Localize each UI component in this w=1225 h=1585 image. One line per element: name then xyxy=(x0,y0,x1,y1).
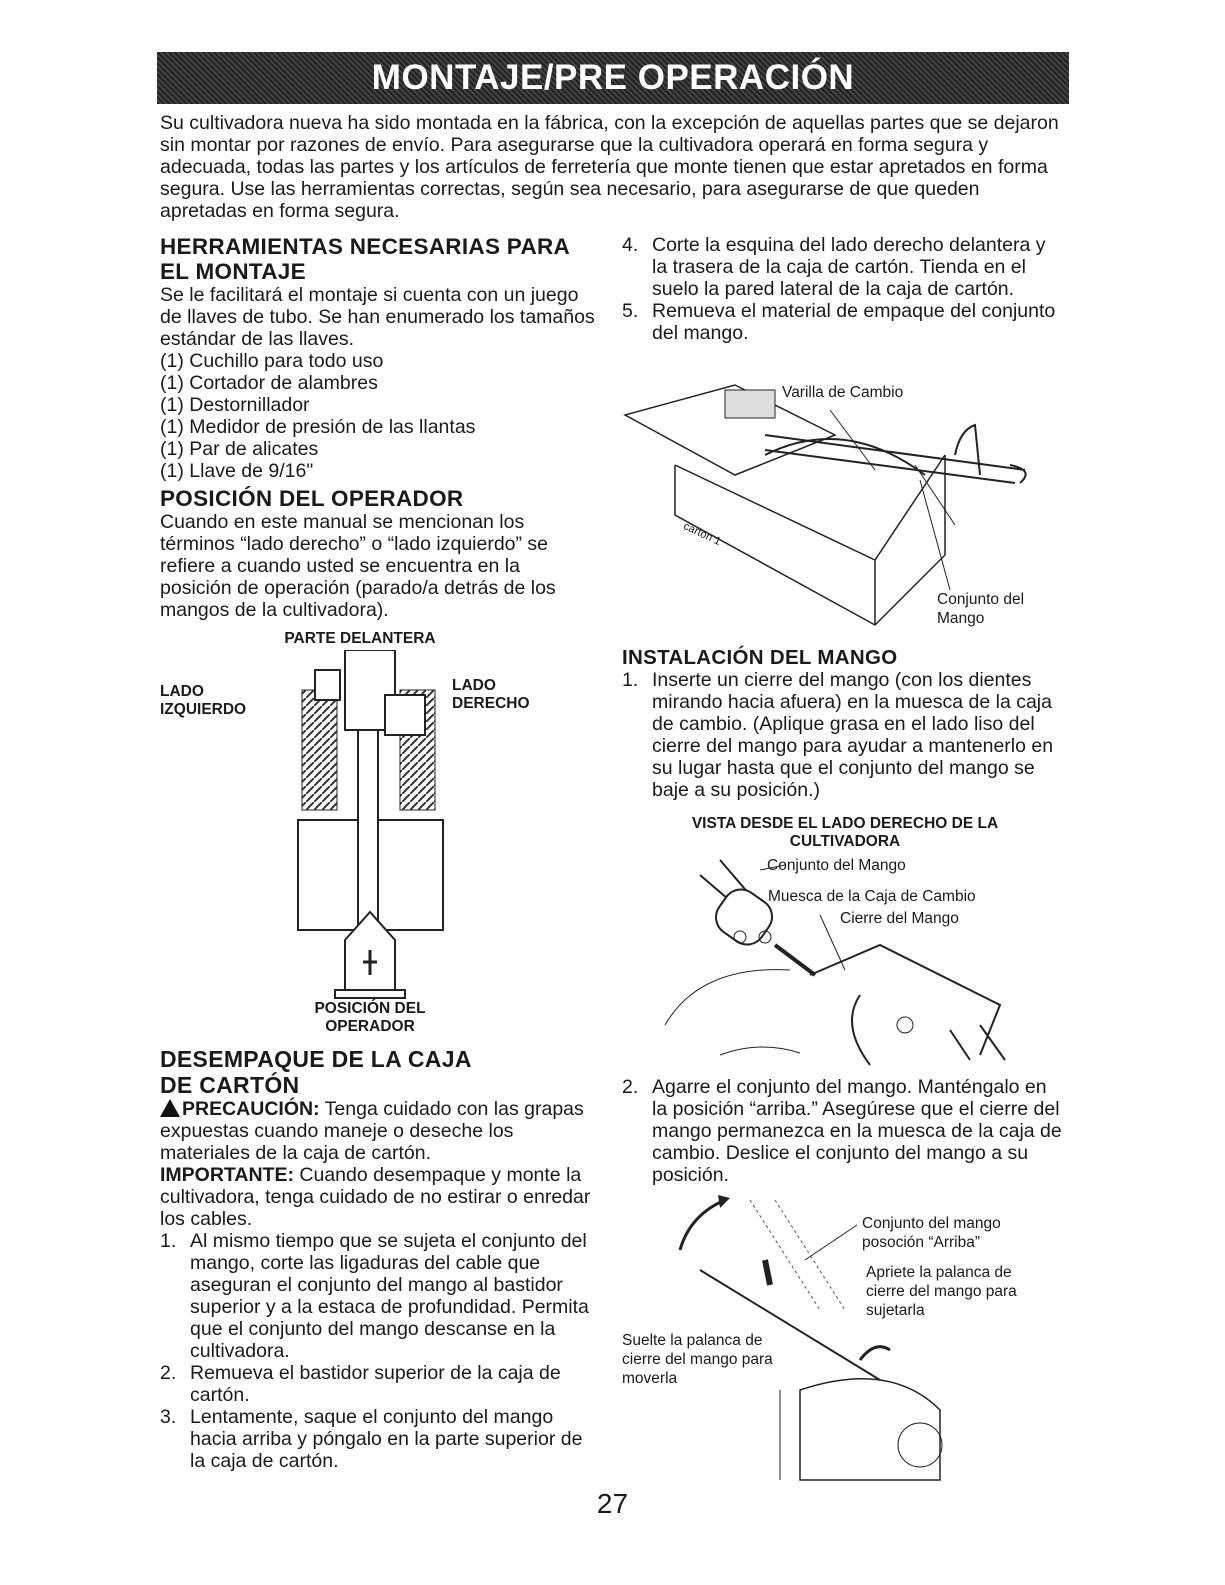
carton-marking: carton 1 xyxy=(681,520,723,548)
right-view-caption: VISTA DESDE EL LADO DERECHO DE LA CULTIVADORA xyxy=(691,815,999,850)
tool-item: (1) Llave de 9/16" xyxy=(160,460,314,482)
important-body: Cuando desempaque y monte la cultivadora, tenga cuidado de no estirar o enredar los cables. xyxy=(160,1164,591,1230)
unpack-heading: DESEMPAQUE DE LA CAJA DE CARTÓN xyxy=(160,1046,471,1098)
shift-rod-label: Varilla de Cambio xyxy=(782,384,904,401)
unpack-step xyxy=(160,1230,600,1362)
install-step-2: 2. Agarre el conjunto del mango. Manténgalo en la posición “arriba.” Asegúrese que el cierre del mango permanezca en la muesca de la caja de cambio. Deslice el conjunto del mango a su posición. xyxy=(622,1076,1062,1186)
caution-text xyxy=(160,1098,600,1164)
unpack-steps-right xyxy=(622,234,1062,344)
handle-assembly-label: Conjunto del Mango xyxy=(937,591,1025,627)
section-banner xyxy=(157,52,1069,104)
step-number: 5. xyxy=(622,300,639,322)
unpack-section xyxy=(160,1046,600,1472)
step-number: 3. xyxy=(160,1406,177,1428)
unpack-step xyxy=(160,1406,600,1472)
step-text: Remueva el material de empaque del conjunto del mango. xyxy=(652,300,1056,344)
release-lever-label: Suelte la palanca de cierre del mango para moverla xyxy=(622,1332,773,1387)
operator-heading: POSICIÓN DEL OPERADOR xyxy=(160,486,464,511)
step-text: Lentamente, saque el conjunto del mango hacia arriba y póngalo en la parte superior de la caja de cartón. xyxy=(190,1406,583,1472)
banner-title: MONTAJE/PRE OPERACIÓN xyxy=(371,58,855,97)
page-number: 27 xyxy=(596,1488,629,1519)
handle-lock-label: Cierre del Mango xyxy=(840,910,959,927)
tools-heading: HERRAMIENTAS NECESARIAS PARA EL MONTAJE xyxy=(160,234,570,284)
left-column xyxy=(160,234,600,621)
step-number: 1. xyxy=(160,1230,177,1252)
tool-item: (1) Destornillador xyxy=(160,394,310,416)
important-label: IMPORTANTE: xyxy=(160,1164,294,1186)
install-step-2-wrap xyxy=(622,1076,1062,1186)
tool-item: (1) Cuchillo para todo uso xyxy=(160,350,384,372)
warning-triangle-icon xyxy=(160,1099,180,1117)
unpack-step xyxy=(160,1362,600,1406)
right-side-label: LADO DERECHO xyxy=(452,677,530,712)
step-text: Al mismo tiempo que se sujeta el conjunto del mango, corte las ligaduras del cable que aseguran el conjunto del mango al bastidor superior y a la estaca de profundidad. Permita que el conjunto del mango descanse en la cultivadora. xyxy=(190,1230,589,1362)
left-side-label: LADO IZQUIERDO xyxy=(160,683,247,718)
tool-item: (1) Medidor de presión de las llantas xyxy=(160,416,476,438)
install-heading: INSTALACIÓN DEL MANGO xyxy=(622,646,898,669)
unpack-step xyxy=(622,234,1062,300)
operator-position-label: POSICIÓN DEL OPERADOR xyxy=(314,1000,426,1035)
gear-notch-label: Muesca de la Caja de Cambio xyxy=(768,888,976,905)
tools-text: Se le facilitará el montaje si cuenta con un juego de llaves de tubo. Se han enumerado los tamaños estándar de las llaves. xyxy=(160,284,595,350)
caution-label: PRECAUCIÓN: xyxy=(182,1098,320,1120)
step-number: 4. xyxy=(622,234,639,256)
tools-list xyxy=(160,350,600,482)
intro-paragraph: Su cultivadora nueva ha sido montada en la fábrica, con la excepción de aquellas partes que se dejaron sin montar por razones de envío. Para asegurarse que la cultivadora operará en forma segura y adecuada, todas las partes y los artículos de ferretería que monte tienen que estar apretados en forma segura. Use las herramientas correctas, según sea necesario, para asegurarse de que queden apretadas en forma segura. xyxy=(160,112,1059,222)
install-step-1: 1. Inserte un cierre del mango (con los dientes mirando hacia afuera) en la muesca de la caja de cambio. (Aplique grasa en el lado liso del cierre del mango para ayudar a mantenerlo en su lugar hasta que el conjunto del mango se baje a su posición.) xyxy=(622,669,1054,801)
tool-item: (1) Par de alicates xyxy=(160,438,319,460)
install-section xyxy=(622,647,1062,801)
operator-text: Cuando en este manual se mencionan los términos “lado derecho” o “lado izquierdo” se refiere a cuando usted se encuentra en la posición de operación (parado/a detrás de los mangos de la cultivadora). xyxy=(160,511,556,621)
step-text: Remueva el bastidor superior de la caja de cartón. xyxy=(190,1362,561,1406)
tool-item: (1) Cortador de alambres xyxy=(160,372,378,394)
step-number: 2. xyxy=(160,1362,177,1384)
gear-handle-label: Conjunto del Mango xyxy=(767,857,906,874)
squeeze-lever-label: Apriete la palanca de cierre del mango para sujetarla xyxy=(866,1264,1017,1319)
unpack-step xyxy=(622,300,1062,344)
caution-body: Tenga cuidado con las grapas expuestas cuando maneje o deseche los materiales de la caja de cartón. xyxy=(160,1098,584,1164)
step-text: Corte la esquina del lado derecho delantera y la trasera de la caja de cartón. Tienda en el suelo la pared lateral de la caja de cartón. xyxy=(652,234,1046,300)
important-text xyxy=(160,1164,600,1230)
front-label: PARTE DELANTERA xyxy=(284,630,436,647)
operator-position-diagram xyxy=(290,650,450,1010)
handle-up-label: Conjunto del mango posoción “Arriba” xyxy=(862,1215,1001,1251)
unpack-steps-left xyxy=(160,1230,600,1472)
